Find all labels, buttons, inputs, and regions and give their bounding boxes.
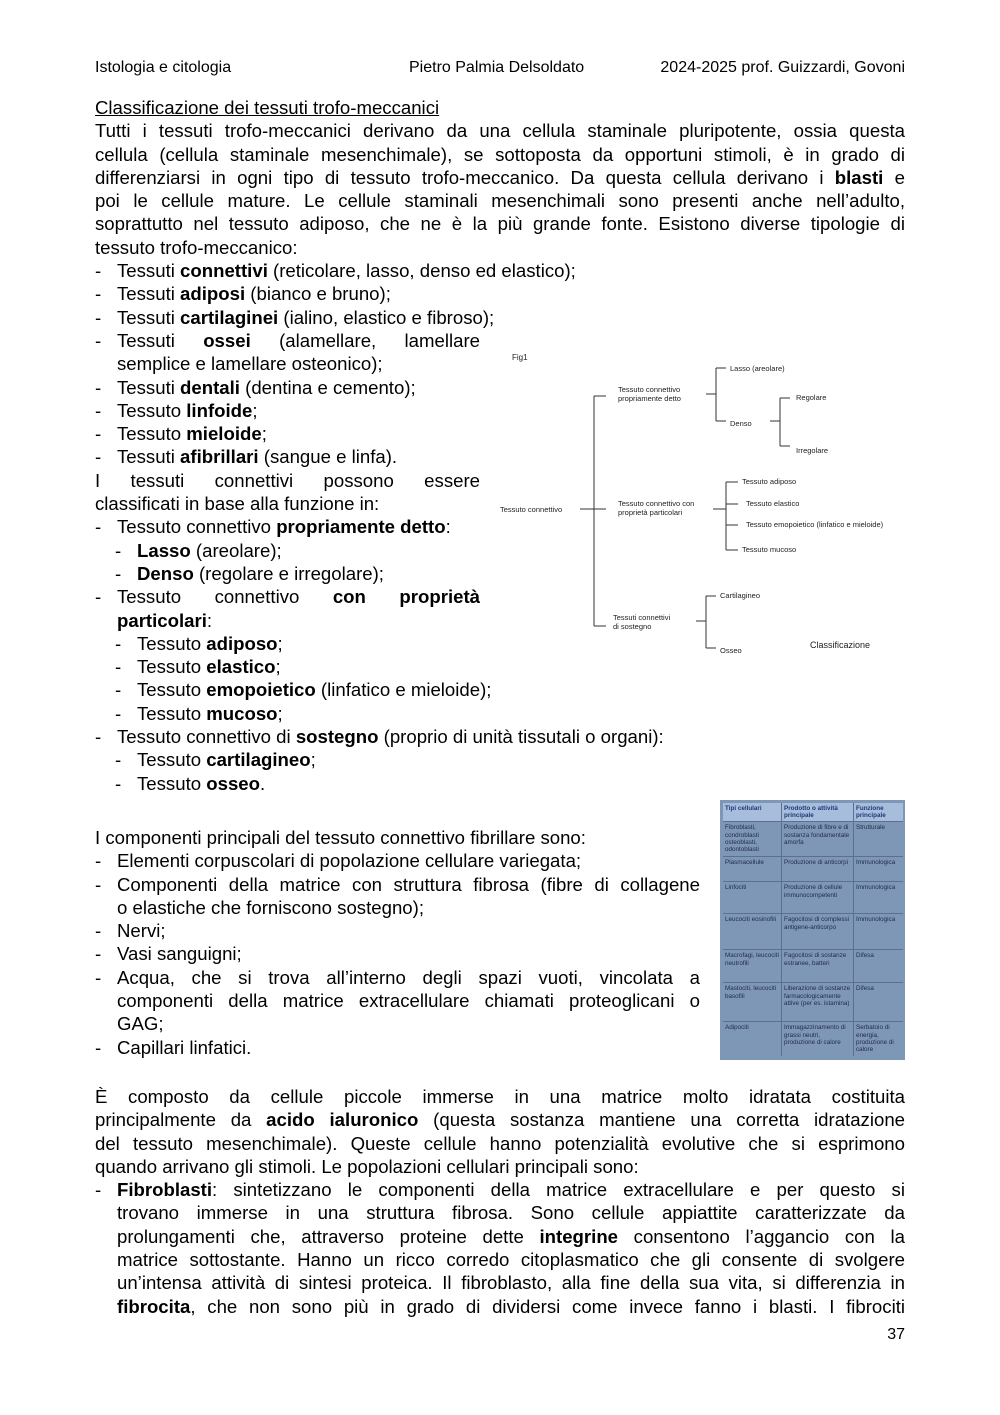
list-item: - Tessuto cartilagineo; xyxy=(115,749,316,771)
list-item: - Elementi corpuscolari di popolazione cellulare variegata; xyxy=(95,850,582,872)
tree-node-denso: Denso xyxy=(730,419,752,428)
list-item: - Tessuti dentali (dentina e cemento); xyxy=(95,376,416,398)
list-item: - Vasi sanguigni; xyxy=(95,943,242,965)
tree-node-adiposo: Tessuto adiposo xyxy=(742,477,797,486)
list-item: - Tessuti connettivi (reticolare, lasso, denso ed elastico); xyxy=(95,260,576,282)
table-row: Linfociti Produzione di cellule immunocompetenti Immunologica xyxy=(723,882,903,914)
table-row: Mastociti, leucociti basofili Liberazione di sostanze farmacologicamente attive (per es. istamina) Difesa xyxy=(723,983,903,1022)
paragraph-matrix: È composto da cellule piccole immerse in una matrice molto idratata costituita principalmente da acido ialuronico (questa sostanza mantiene una corretta idratazione del tessuto mesenchimale). Queste cellule hanno potenzialità evolutive che si esprimono quando arrivano gli stimoli. Le popolazioni cellulari principali sono: xyxy=(95,1086,906,1177)
tree-node-proper: Tessuto connettivo xyxy=(618,385,681,394)
header-author: Pietro Palmia Delsoldato xyxy=(409,59,585,76)
list-item: - Tessuti ossei (alamellare, lamellare semplice e lamellare osteonico); xyxy=(95,329,480,375)
list-item: - Componenti della matrice con struttura fibrosa (fibre di collagene o elastiche che forniscono sostegno); xyxy=(95,873,700,918)
list-item: - Capillari linfatici. xyxy=(95,1036,252,1058)
tree-node-proper: propriamente detto xyxy=(618,394,681,403)
list-item: - Tessuto connettivo con proprietà particolari: xyxy=(95,586,480,631)
list-item: - Tessuto emopoietico (linfatico e mieloide); xyxy=(115,679,492,701)
table-row: Plasmacellule Produzione di anticorpi Immunologica xyxy=(723,857,903,882)
list-item: - Tessuti afibrillari (sangue e linfa). xyxy=(95,446,398,468)
header-year-professors: 2024-2025 prof. Guizzardi, Govoni xyxy=(660,59,905,76)
list-item: - Tessuto connettivo propriamente detto: xyxy=(95,516,451,538)
list-item: - Tessuti adiposi (bianco e bruno); xyxy=(95,283,391,305)
tree-node-special: Tessuto connettivo con xyxy=(618,499,695,508)
tree-node-special: proprietà particolari xyxy=(618,508,683,517)
tree-node-osseo: Osseo xyxy=(720,646,742,655)
figure-classification-tree xyxy=(498,346,906,656)
tree-node-root: Tessuto connettivo xyxy=(500,505,563,514)
tree-node-emopoietico: Tessuto emopoietico (linfatico e mieloide) xyxy=(746,520,884,529)
list-item: - Tessuto mieloide; xyxy=(95,423,267,445)
tree-node-support: di sostegno xyxy=(613,622,652,631)
list-item: - Tessuto elastico; xyxy=(115,656,281,678)
page-number: 37 xyxy=(887,1326,905,1343)
list-item: - Tessuto linfoide; xyxy=(95,399,258,421)
cell-types-table xyxy=(723,803,903,1056)
tree-node-mucoso: Tessuto mucoso xyxy=(742,545,797,554)
figure-caption: Classificazione xyxy=(810,640,871,650)
list-item: - Denso (regolare e irregolare); xyxy=(115,562,384,584)
figure-label: Fig1 xyxy=(512,353,528,362)
tree-node-lasso: Lasso (areolare) xyxy=(730,364,785,373)
list-item: - Tessuti cartilaginei (ialino, elastico e fibroso); xyxy=(95,306,495,328)
table-row: Macrofagi, leucociti neutrofili Fagocitosi di sostanze estranee, batteri Difesa xyxy=(723,950,903,983)
tree-node-cartilagineo: Cartilagineo xyxy=(720,591,761,600)
tree-node-elastico: Tessuto elastico xyxy=(746,499,800,508)
table-row: Fibroblasti, condroblasti osteoblasti, odontoblasti Produzione di fibre e di sostanza fondamentale amorfa Strutturale xyxy=(723,822,903,857)
section-cell-populations xyxy=(95,1085,905,1318)
tree-connectors xyxy=(580,368,790,648)
tree-node-irregolare: Irregolare xyxy=(796,446,829,455)
list-item: - Tessuto mucoso; xyxy=(115,702,283,724)
list-item: - Tessuto osseo. xyxy=(115,772,266,794)
list-item: - Nervi; xyxy=(95,920,166,942)
table-row: Leucociti eosinofili Fagocitosi di complessi antigene-anticorpo Immunologica xyxy=(723,914,903,950)
list-item: - Tessuto connettivo di sostegno (proprio di unità tissutali o organi): xyxy=(95,726,664,748)
table-row: Adipociti Immagazzinamento di grassi neutri, produzione di calore Serbatoio di energia, produzione di calore xyxy=(723,1022,903,1056)
table-header: Tipi cellulari Prodotto o attività principale Funzione principale xyxy=(723,803,903,822)
list-item: - Tessuto adiposo; xyxy=(115,632,283,654)
components-list xyxy=(95,849,700,1059)
cell-types-table-photo xyxy=(720,800,905,1060)
list-item: - Lasso (areolare); xyxy=(115,539,282,561)
tree-node-support: Tessuti connettivi xyxy=(613,613,671,622)
components-intro: I componenti principali del tessuto connettivo fibrillare sono: xyxy=(95,827,586,848)
intro-paragraph: Tutti i tessuti trofo-meccanici derivano da una cellula staminale pluripotente, ossia questa cellula (cellula staminale mesenchimale), se sottoposta da opportuni stimoli, è in grado di differenziarsi in ogni tipo di tessuto trofo-meccanico. Da questa cellula derivano i blasti e poi le cellule mature. Le cellule staminali mesenchimali sono presenti anche nell’adulto, soprattutto nel tessuto adiposo, che ne è la più grande fonte. Esistono diverse tipologie di tessuto trofo-meccanico: xyxy=(95,120,905,258)
list-item: - Acqua, che si trova all’interno degli spazi vuoti, vincolata a componenti della matrice extracellulare chiamati proteoglicani o GAG; xyxy=(95,966,700,1035)
header-course: Istologia e citologia xyxy=(95,59,232,76)
section-title: Classificazione dei tessuti trofo-meccanici xyxy=(95,97,440,118)
list-item-fibroblasti: - Fibroblasti: sintetizzano le componenti della matrice extracellulare e per questo si trovano immerse in una struttura fibrosa. Sono cellule appiattite caratterizzate da prolungamenti che, attraverso proteine dette integrine consentono l’aggancio con la matrice sottostante. Hanno un ricco corredo citoplasmatico che gli consente di svolgere un’intensa attività di sintesi proteica. Il fibroblasto, alla fine della sua vita, si differenzia in fibrocita, che non sono più in grado di dividersi come invece fanno i blasti. I fibrociti xyxy=(95,1179,905,1317)
classify-paragraph: I tessuti connettivi possono essere classificati in base alla funzione in: xyxy=(95,469,480,515)
tree-node-regolare: Regolare xyxy=(796,393,827,402)
